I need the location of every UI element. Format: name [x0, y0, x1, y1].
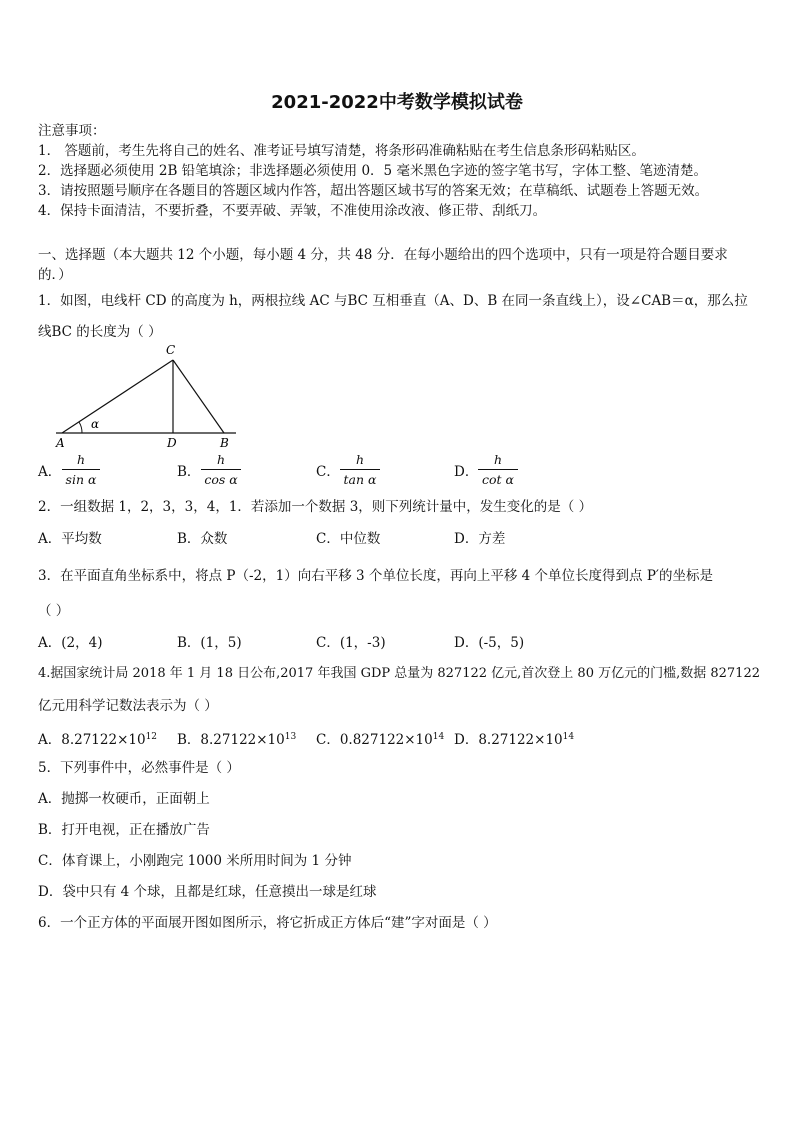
q1-option-b-fraction — [201, 452, 241, 487]
q5-option-c: C．体育课上，小刚跑完 1000 米所用时间为 1 分钟 — [38, 853, 352, 869]
q5-stem: 5．下列事件中，必然事件是（ ） — [38, 760, 240, 776]
q1-stem-line1: 1．如图，电线杆 CD 的高度为 h，两根拉线 AC 与BC 互相垂直（A、D、B 在同一条直线上），设∠CAB＝α，那么拉 — [38, 293, 748, 309]
label-c: C — [166, 343, 176, 357]
q1-stem-line2: 线BC 的长度为（ ） — [38, 324, 162, 340]
q3-option-a: A．(2，4) — [38, 635, 103, 651]
q1-option-d-num: h — [493, 452, 503, 467]
section-heading-line1: 一、选择题（本大题共 12 个小题，每小题 4 分，共 48 分．在每小题给出的四个选项中，只有一项是符合题目要求 — [38, 247, 728, 263]
notice-item-2: 2．选择题必须使用 2B 铅笔填涂；非选择题必须使用 0．5 毫米黑色字迹的签字笔书写，字体工整、笔迹清楚。 — [38, 163, 707, 179]
q1-option-d-letter: D． — [454, 464, 479, 480]
q1-option-a-num: h — [76, 452, 86, 467]
label-b: B — [220, 436, 229, 450]
line-bc — [173, 360, 224, 433]
page-title: 2021-2022中考数学模拟试卷 — [271, 92, 523, 113]
q1-option-d-den: cot α — [482, 472, 514, 487]
q1-triangle-figure — [50, 340, 250, 452]
q1-option-c-fraction — [340, 452, 380, 487]
q4-option-b: B．$8.27122\times 10^{13}$ — [177, 732, 297, 748]
q2-stem: 2．一组数据 1，2，3，3，4，1．若添加一个数据 3，则下列统计量中，发生变化的是（ ） — [38, 499, 593, 515]
q1-option-c-den: tan α — [343, 472, 377, 487]
q3-option-c: C．(1，-3) — [316, 635, 386, 651]
q3-stem-line2: （ ） — [38, 603, 70, 619]
q1-option-b-letter: B． — [177, 464, 201, 480]
q2-option-b: B．众数 — [177, 531, 228, 547]
q1-option-b-den: cos α — [204, 472, 238, 487]
q1-option-c-letter: C． — [316, 464, 340, 480]
notice-item-1: 1． 答题前，考生先将自己的姓名、准考证号填写清楚，将条形码准确粘贴在考生信息条形码粘贴区。 — [38, 143, 645, 159]
section-heading-line2: 的．） — [38, 267, 72, 283]
angle-arc — [79, 422, 82, 433]
q4-option-c: C．$0.827122\times 10^{14}$ — [316, 732, 445, 748]
q6-stem: 6．一个正方体的平面展开图如图所示，将它折成正方体后“建”字对面是（ ） — [38, 915, 497, 931]
q4-stem-line2: 亿元用科学记数法表示为（ ） — [38, 698, 218, 714]
notice-item-3: 3．请按照题号顺序在各题目的答题区域内作答，超出答题区域书写的答案无效；在草稿纸、试题卷上答题无效。 — [38, 183, 709, 199]
q5-option-a: A．抛掷一枚硬币，正面朝上 — [38, 791, 210, 807]
q1-option-c-num: h — [355, 452, 365, 467]
q5-option-d: D．袋中只有 4 个球，且都是红球，任意摸出一球是红球 — [38, 884, 377, 900]
line-ac — [62, 360, 173, 433]
q3-option-b: B．(1，5) — [177, 635, 242, 651]
q2-option-a: A．平均数 — [38, 531, 102, 547]
q1-option-d-fraction — [478, 452, 518, 487]
q3-stem-line1: 3．在平面直角坐标系中，将点 P（-2，1）向右平移 3 个单位长度，再向上平移 4 个单位长度得到点 P′的坐标是 — [38, 568, 713, 584]
label-alpha: α — [91, 417, 100, 431]
notice-heading: 注意事项： — [38, 123, 106, 139]
q1-option-a-den: sin α — [65, 472, 97, 487]
q4-option-d: D．$8.27122\times 10^{14}$ — [454, 732, 575, 748]
q1-option-b-num: h — [216, 452, 226, 467]
label-a: A — [56, 436, 65, 450]
q1-option-a-letter: A． — [38, 464, 62, 480]
label-d: D — [167, 436, 177, 450]
q3-option-d: D．(-5，5) — [454, 635, 525, 651]
q4-stem-line1: 4.据国家统计局 2018 年 1 月 18 日公布,2017 年我国 GDP 总量为 827122 亿元,首次登上 80 万亿元的门槛,数据 827122 — [38, 666, 760, 681]
q4-option-a: A．$8.27122\times 10^{12}$ — [38, 732, 158, 748]
q5-option-b: B．打开电视，正在播放广告 — [38, 822, 210, 838]
notice-item-4: 4．保持卡面清洁，不要折叠，不要弄破、弄皱，不准使用涂改液、修正带、刮纸刀。 — [38, 203, 547, 219]
q2-option-d: D．方差 — [454, 531, 506, 547]
q1-option-a-fraction — [62, 452, 100, 487]
q2-option-c: C．中位数 — [316, 531, 381, 547]
